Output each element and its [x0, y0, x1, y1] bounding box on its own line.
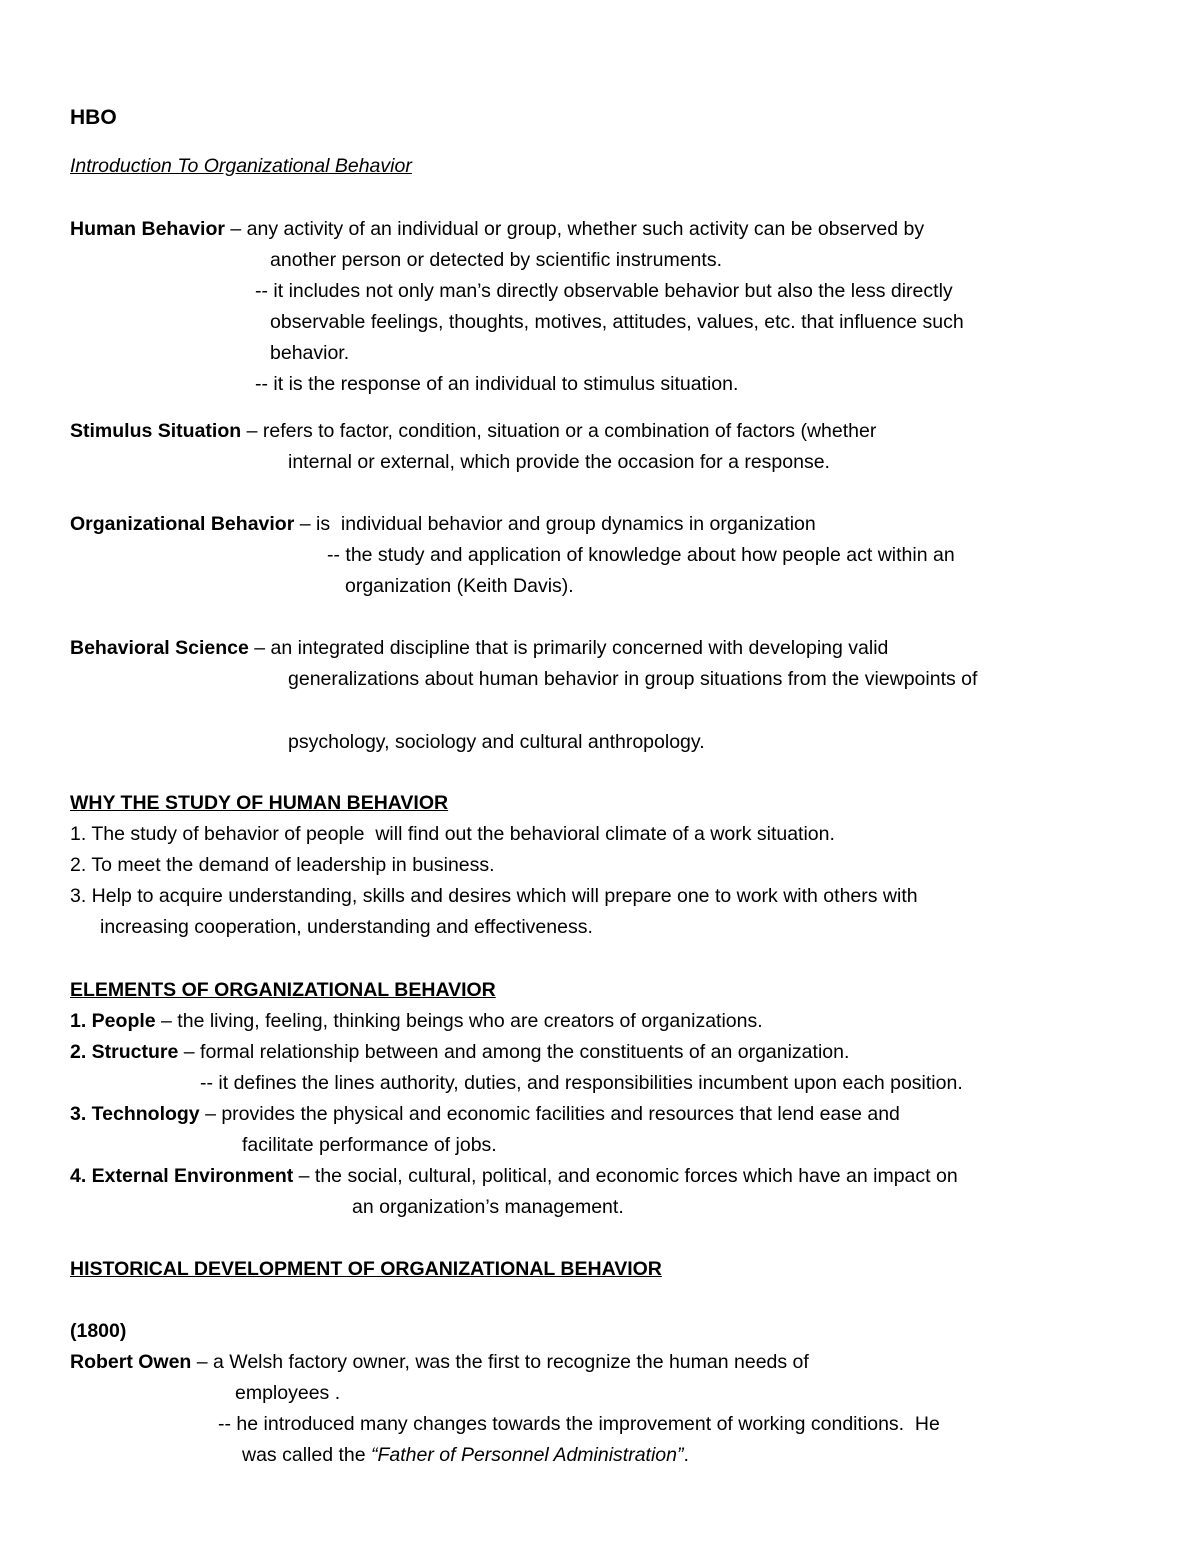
behavioral-science-term: Behavioral Science — [70, 637, 249, 659]
why-item-3-cont: increasing cooperation, understanding and effectiveness. — [100, 916, 593, 938]
robert-owen-sub-pre: was called the — [242, 1444, 371, 1466]
element-external-environment-definition: – the social, cultural, political, and economic forces which have an impact on — [293, 1165, 958, 1187]
robert-owen-line — [70, 1350, 809, 1374]
element-external-environment-term: 4. External Environment — [70, 1165, 294, 1187]
element-people-term: 1. People — [70, 1010, 156, 1032]
human-behavior-point-2-cont: observable feelings, thoughts, motives, attitudes, values, etc. that influence such — [270, 311, 964, 333]
element-technology-definition-cont: facilitate performance of jobs. — [242, 1134, 497, 1156]
element-structure-term: 2. Structure — [70, 1041, 179, 1063]
element-external-environment-definition-cont: an organization’s management. — [352, 1196, 624, 1218]
elements-heading: ELEMENTS OF ORGANIZATIONAL BEHAVIOR — [70, 979, 496, 1001]
robert-owen-sub: -- he introduced many changes towards the improvement of working conditions. He — [218, 1413, 940, 1435]
element-structure-definition: – formal relationship between and among the constituents of an organization. — [178, 1041, 850, 1063]
separator: – — [241, 420, 263, 442]
human-behavior-point-2: -- it includes not only man’s directly observable behavior but also the less directly — [255, 280, 953, 302]
robert-owen-definition-cont: employees . — [235, 1382, 341, 1404]
human-behavior-line — [70, 217, 924, 241]
human-behavior-definition-cont: another person or detected by scientific instruments. — [270, 249, 722, 271]
separator: – — [294, 513, 316, 535]
robert-owen-term: Robert Owen — [70, 1351, 192, 1373]
behavioral-science-definition-cont: generalizations about human behavior in group situations from the viewpoints of — [288, 668, 978, 690]
human-behavior-definition: any activity of an individual or group, whether such activity can be observed by — [246, 218, 925, 240]
org-behavior-term: Organizational Behavior — [70, 513, 295, 535]
history-heading: HISTORICAL DEVELOPMENT OF ORGANIZATIONAL BEHAVIOR — [70, 1258, 662, 1280]
human-behavior-point-2-end: behavior. — [270, 342, 350, 364]
separator: – — [224, 218, 247, 240]
robert-owen-definition: – a Welsh factory owner, was the first to recognize the human needs of — [191, 1351, 809, 1373]
robert-owen-sub-post: . — [683, 1444, 689, 1466]
stimulus-situation-definition: refers to factor, condition, situation or a combination of factors (whether — [262, 420, 877, 442]
org-behavior-point-2: -- the study and application of knowledge about how people act within an — [327, 544, 955, 566]
org-behavior-point-2-cont: organization (Keith Davis). — [345, 575, 574, 597]
element-people-definition: – the living, feeling, thinking beings who are creators of organizations. — [155, 1010, 763, 1032]
doc-subtitle: Introduction To Organizational Behavior — [70, 155, 412, 177]
behavioral-science-line — [70, 636, 888, 660]
stimulus-situation-line — [70, 419, 876, 443]
why-item-3: 3. Help to acquire understanding, skills and desires which will prepare one to work with others with — [70, 885, 918, 907]
robert-owen-sub-cont — [242, 1443, 689, 1467]
human-behavior-point-3: -- it is the response of an individual to stimulus situation. — [255, 373, 739, 395]
element-people — [70, 1009, 763, 1033]
human-behavior-term: Human Behavior — [70, 218, 225, 240]
separator: – — [248, 637, 271, 659]
behavioral-science-definition: an integrated discipline that is primarily concerned with developing valid — [270, 637, 889, 659]
stimulus-situation-term: Stimulus Situation — [70, 420, 242, 442]
robert-owen-title: “Father of Personnel Administration” — [371, 1444, 684, 1466]
org-behavior-line — [70, 512, 816, 536]
element-structure-sub: -- it defines the lines authority, duties, and responsibilities incumbent upon each position. — [200, 1072, 963, 1094]
element-technology-definition: – provides the physical and economic facilities and resources that lend ease and — [199, 1103, 900, 1125]
why-item-1: 1. The study of behavior of people will find out the behavioral climate of a work situation. — [70, 823, 835, 845]
element-external-environment — [70, 1164, 958, 1188]
org-behavior-definition: is individual behavior and group dynamics in organization — [316, 513, 816, 535]
element-structure — [70, 1040, 849, 1064]
element-technology-term: 3. Technology — [70, 1103, 200, 1125]
history-year: (1800) — [70, 1320, 127, 1342]
why-heading: WHY THE STUDY OF HUMAN BEHAVIOR — [70, 792, 449, 814]
stimulus-situation-definition-cont: internal or external, which provide the occasion for a response. — [288, 451, 830, 473]
behavioral-science-definition-end: psychology, sociology and cultural anthropology. — [288, 731, 705, 753]
why-item-2: 2. To meet the demand of leadership in business. — [70, 854, 495, 876]
element-technology — [70, 1102, 900, 1126]
doc-title: HBO — [70, 106, 117, 129]
